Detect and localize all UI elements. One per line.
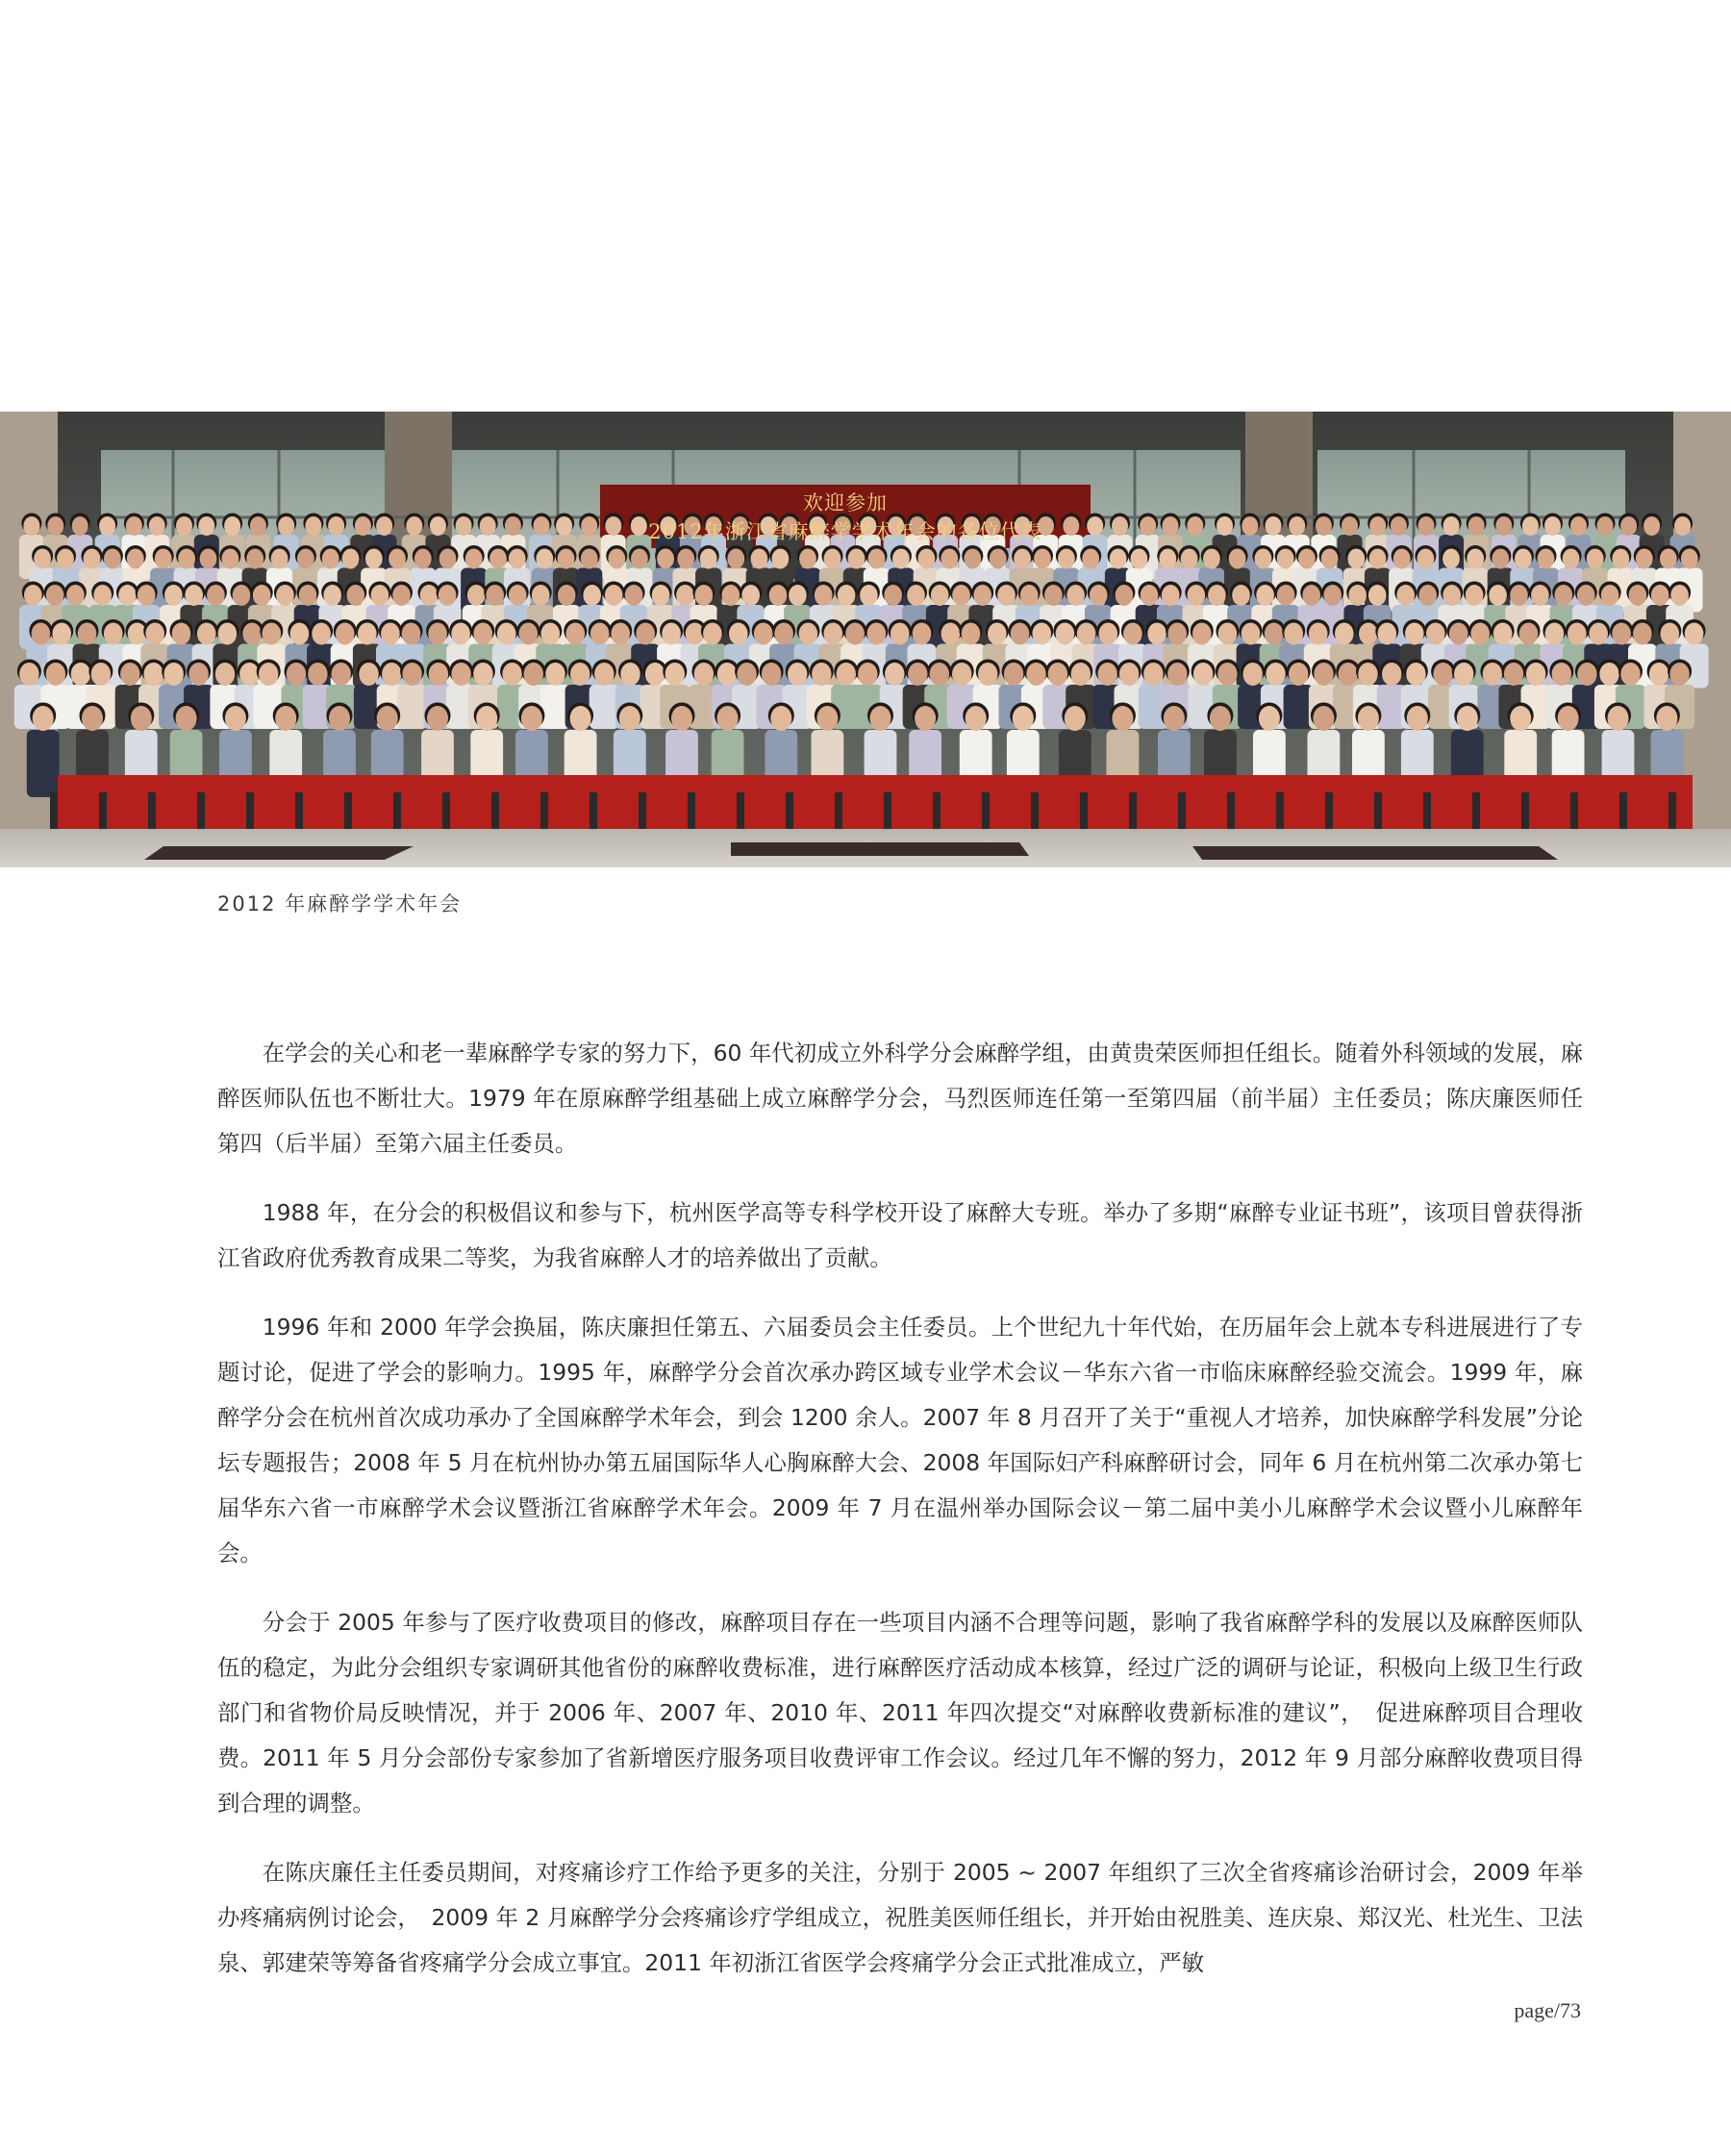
chair-leg [1374, 792, 1382, 831]
chair-leg [540, 792, 548, 831]
paragraph: 1996 年和 2000 年学会换届，陈庆廉担任第五、六届委员会主任委员。上个世纪九十年代始，在历届年会上就本专科进展进行了专题讨论，促进了学会的影响力。1995 年，麻醉学分会首次承办跨区域专业学术会议－华东六省一市临床麻醉经验交流会。1999 年，麻醉学分会在杭州首次成功承办了全国麻醉学术年会，到会 1200 余人。2007 年 8 月召开了关于“重视人才培养，加快麻醉学科发展”分论坛专题报告；2008 年 5 月在杭州协办第五届国际华人心胸麻醉大会、2008 年国际妇产科麻醉研讨会，同年 6 月在杭州第二次承办第七届华东六省一市麻醉学术会议暨浙江省麻醉学术年会。2009 年 7 月在温州举办国际会议－第二届中美小儿麻醉学术会议暨小儿麻醉年会。 [217, 1314, 1583, 1567]
welcome-banner [600, 489, 1091, 546]
chair-leg [688, 792, 695, 831]
chair-leg [491, 792, 499, 831]
paragraph: 1988 年，在分会的积极倡议和参与下，杭州医学高等专科学校开设了麻醉大专班。举办了多期“麻醉专业证书班”，该项目曾获得浙江省政府优秀教育成果二等奖，为我省麻醉人才的培养做出了贡献。 [217, 1199, 1583, 1271]
chair-leg [1227, 792, 1235, 831]
chair-leg [639, 792, 646, 831]
chair-leg [835, 792, 842, 831]
chair-leg [442, 792, 450, 831]
chair-leg [1080, 792, 1088, 831]
group-photo [0, 412, 1731, 867]
chair-leg [1472, 792, 1480, 831]
chair-leg [884, 792, 891, 831]
welcome-banner-line2: 2012年浙江省麻醉学学术年会的各位代表 [648, 520, 1042, 543]
chair-leg [344, 792, 352, 831]
chair-leg [982, 792, 990, 831]
person-figure [27, 703, 60, 798]
chair-leg [1668, 792, 1676, 831]
chair-leg [1129, 792, 1137, 831]
chair-leg [1031, 792, 1039, 831]
chair-leg [1325, 792, 1333, 831]
photo-caption: 2012 年麻醉学学术年会 [217, 892, 463, 915]
person-figure [397, 660, 427, 730]
chair-leg [393, 792, 401, 831]
paragraph: 在陈庆廉任主任委员期间，对疼痛诊疗工作给予更多的关注，分别于 2005 ~ 2007 年组织了三次全省疼痛诊治研讨会，2009 年举办疼痛病例讨论会， 2009 年 2 月麻醉学分会疼痛诊疗学组成立，祝胜美医师任组长，并开始由祝胜美、连庆泉、郑汉光、杜光生、卫法泉、郭建荣等筹备省疼痛学分会成立事宜。2011 年初浙江省医学会疼痛学分会正式批准成立，严敏 [217, 1859, 1583, 1976]
chair-leg [1619, 792, 1627, 831]
chair-leg [933, 792, 941, 831]
chair-leg [1423, 792, 1431, 831]
chair-leg [1178, 792, 1186, 831]
chair-leg [1521, 792, 1529, 831]
article-body [217, 1031, 1583, 2010]
welcome-banner-line1: 欢迎参加 [803, 491, 888, 514]
chair-leg [148, 792, 156, 831]
chair-leg [246, 792, 254, 831]
paragraph: 分会于 2005 年参与了医疗收费项目的修改，麻醉项目存在一些项目内涵不合理等问题，影响了我省麻醉学科的发展以及麻醉医师队伍的稳定，为此分会组织专家调研其他省份的麻醉收费标准，进行麻醉医疗活动成本核算，经过广泛的调研与论证，积极向上级卫生行政部门和省物价局反映情况，并于 2006 年、2007 年、2010 年、2011 年四次提交“对麻醉收费新标准的建议”， 促进麻醉项目合理收费。2011 年 5 月分会部份专家参加了省新增医疗服务项目收费评审工作会议。经过几年不懈的努力，2012 年 9 月部分麻醉收费项目得到合理的调整。 [217, 1609, 1583, 1817]
chair-leg [1570, 792, 1578, 831]
chair-leg [50, 792, 58, 831]
chair-leg [786, 792, 793, 831]
page-number: page/73 [1514, 1998, 1581, 2022]
chair-leg [197, 792, 205, 831]
person-figure [590, 660, 619, 730]
chair-leg [1276, 792, 1284, 831]
group-photo-illustration [0, 412, 1731, 867]
chair-leg [295, 792, 303, 831]
chair-leg [99, 792, 107, 831]
paragraph: 在学会的关心和老一辈麻醉学专家的努力下，60 年代初成立外科学分会麻醉学组，由黄贵荣医师担任组长。随着外科领域的发展，麻醉医师队伍也不断壮大。1979 年在原麻醉学组基础上成立麻醉学分会，马烈医师连任第一至第四届（前半届）主任委员；陈庆廉医师任第四（后半届）至第六届主任委员。 [217, 1040, 1583, 1157]
chair-leg [590, 792, 597, 831]
chair-leg [737, 792, 744, 831]
